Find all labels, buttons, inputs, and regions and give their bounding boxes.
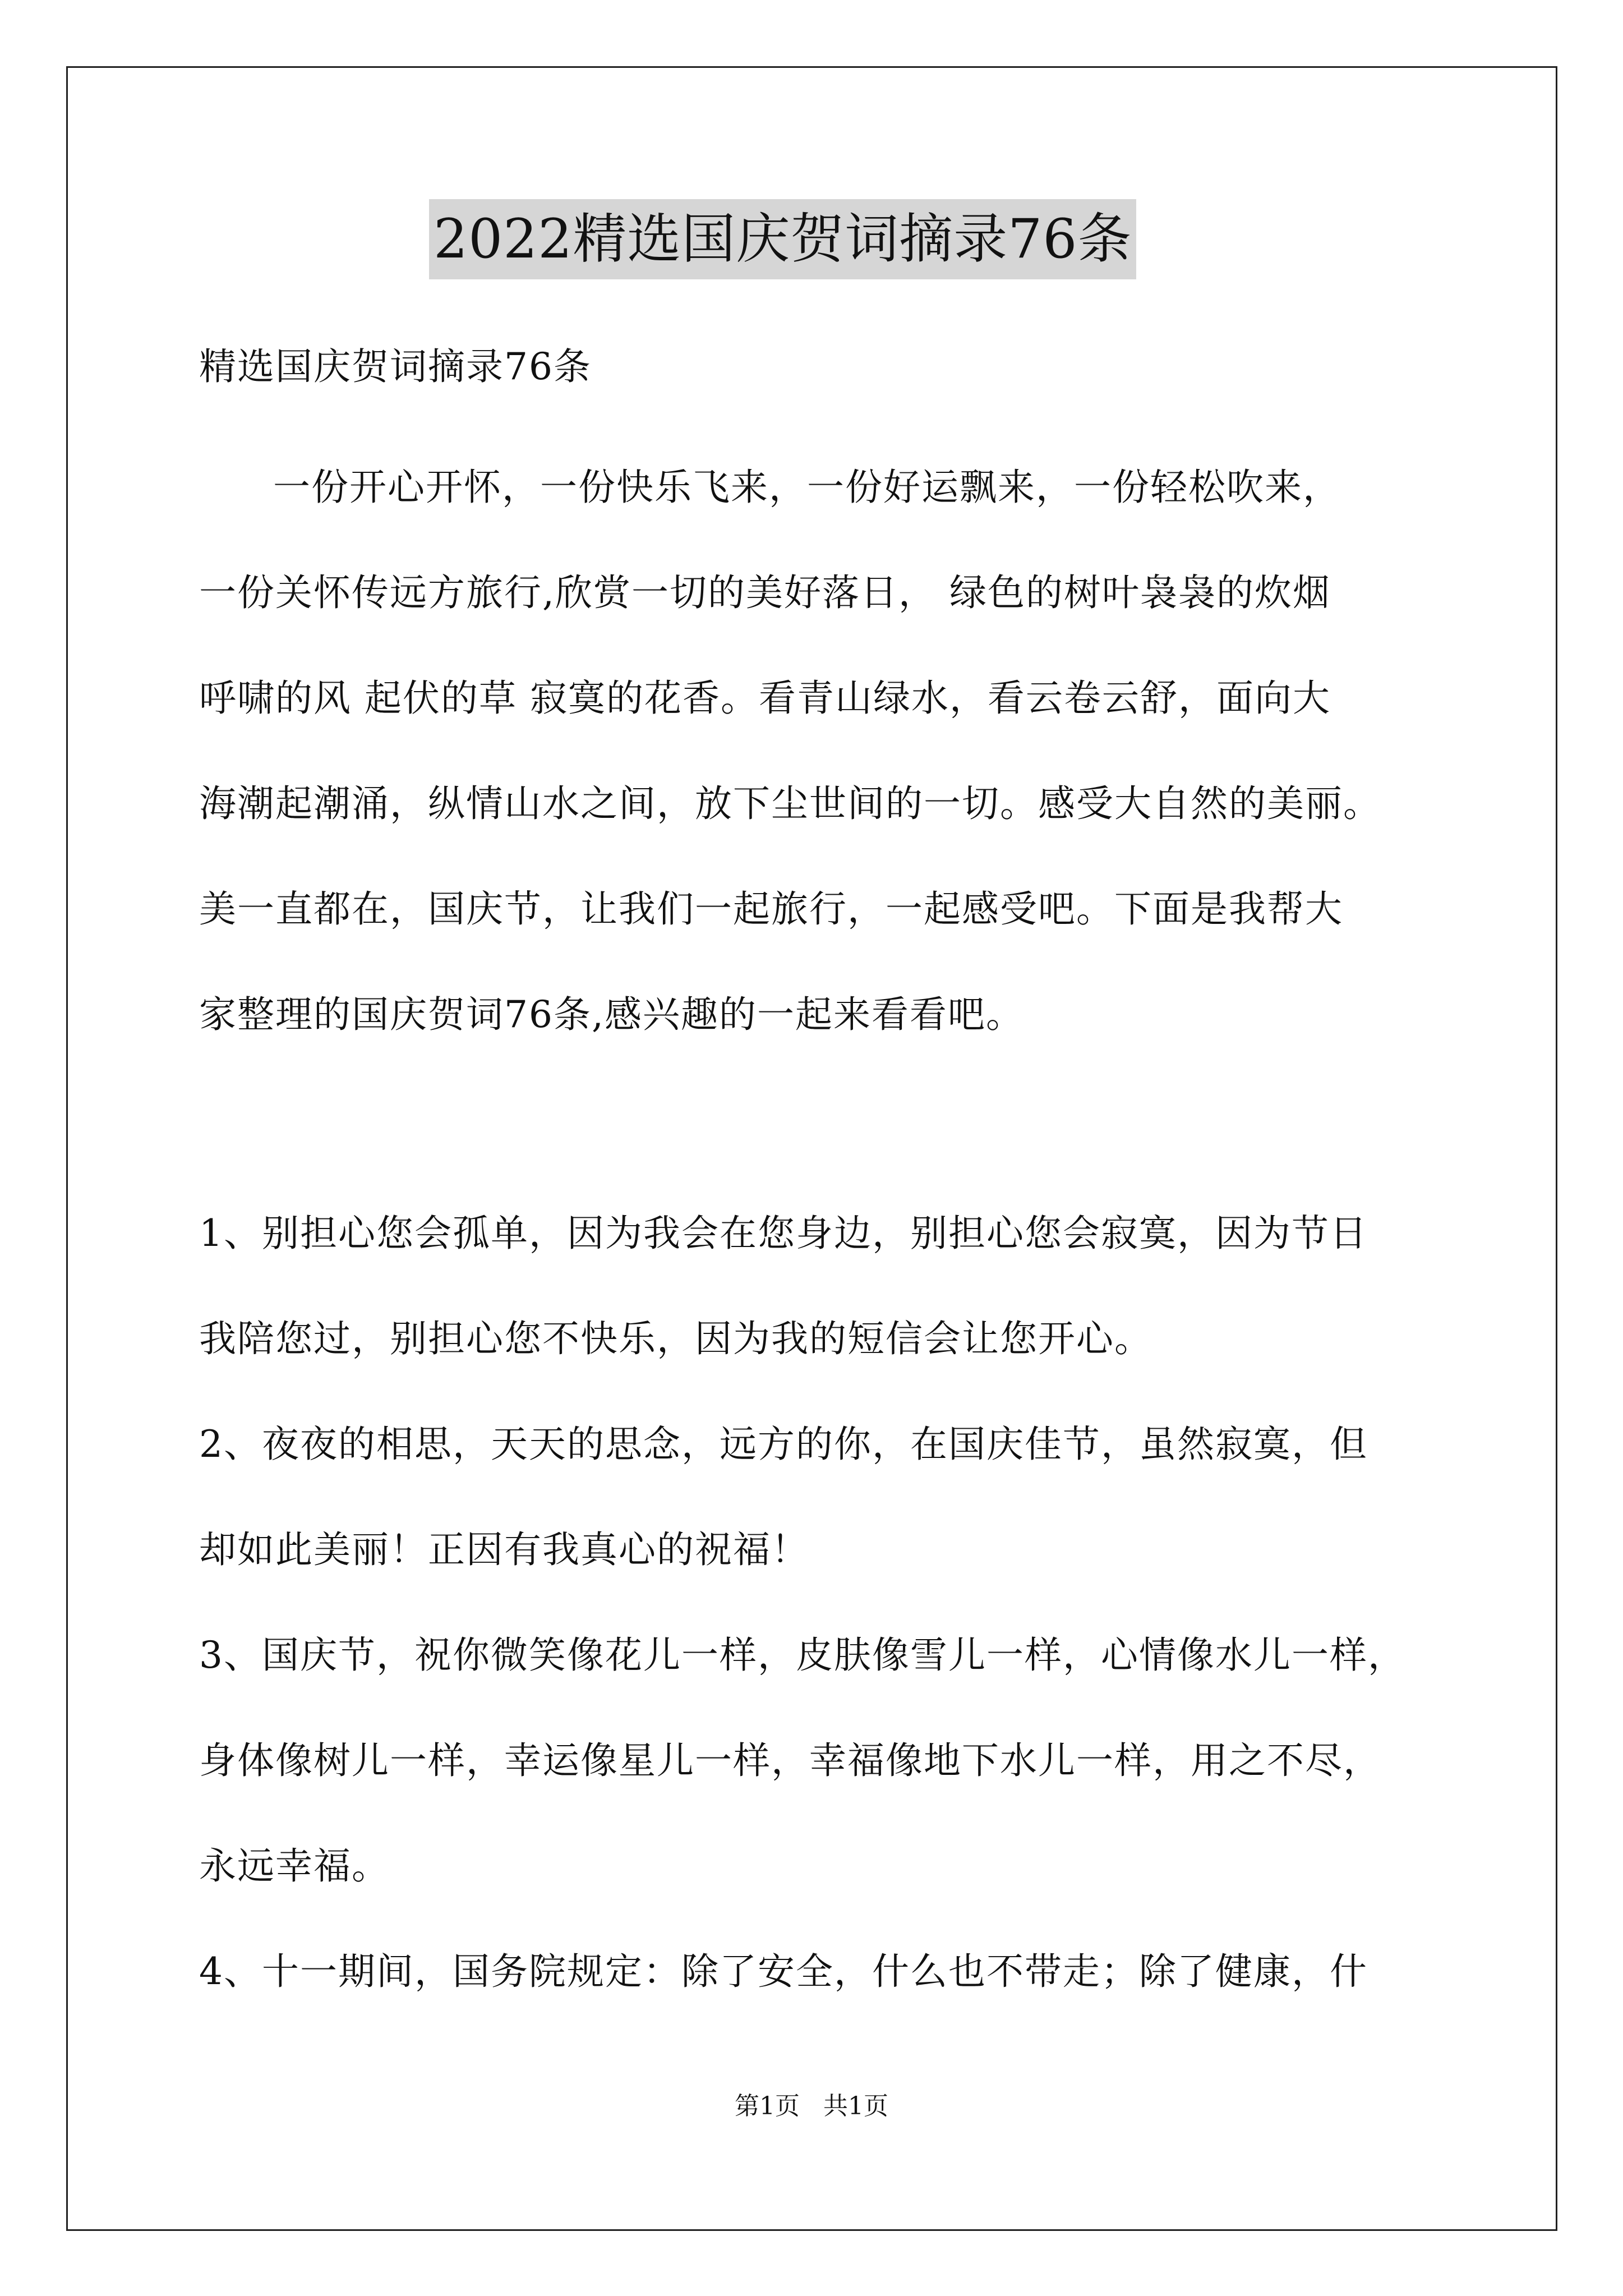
page-footer <box>0 2090 1623 2123</box>
subtitle: 精选国庆贺词摘录76条 <box>199 345 592 388</box>
intro-line: 一份关怀传远方旅行,欣赏一切的美好落日， 绿色的树叶袅袅的炊烟 <box>199 571 1331 614</box>
wishes-list <box>199 1181 1422 2024</box>
list-item-line: 却如此美丽！正因有我真心的祝福！ <box>199 1528 809 1571</box>
document-title: 2022精选国庆贺词摘录76条 <box>429 199 1136 279</box>
intro-paragraph <box>199 435 1422 1068</box>
list-item-line: 身体像树儿一样，幸运像星儿一样，幸福像地下水儿一样，用之不尽， <box>199 1739 1381 1782</box>
list-item-line: 4、十一期间，国务院规定：除了安全，什么也不带走；除了健康，什 <box>199 1950 1368 1993</box>
list-item-line: 2、夜夜的相思，天天的思念，远方的你，在国庆佳节，虽然寂寞，但 <box>199 1423 1368 1466</box>
list-item-line: 3、国庆节，祝你微笑像花儿一样，皮肤像雪儿一样，心情像水儿一样， <box>199 1634 1406 1677</box>
intro-line: 美一直都在，国庆节，让我们一起旅行，一起感受吧。下面是我帮大 <box>199 887 1343 931</box>
subtitle-block <box>199 314 1422 420</box>
intro-line: 一份开心开怀，一份快乐飞来，一份好运飘来，一份轻松吹来， <box>273 466 1341 509</box>
page-total: 共1页 <box>823 2092 888 2120</box>
intro-line: 海潮起潮涌，纵情山水之间，放下尘世间的一切。感受大自然的美丽。 <box>199 782 1381 825</box>
intro-line: 家整理的国庆贺词76条,感兴趣的一起来看看吧。 <box>199 993 1024 1036</box>
intro-line: 呼啸的风 起伏的草 寂寞的花香。看青山绿水，看云卷云舒，面向大 <box>199 677 1331 720</box>
list-item-line: 永远幸福。 <box>199 1844 390 1888</box>
list-item-line: 1、别担心您会孤单，因为我会在您身边，别担心您会寂寞，因为节日 <box>199 1212 1368 1255</box>
page-number: 第1页 <box>735 2092 800 2120</box>
list-item-line: 我陪您过，别担心您不快乐，因为我的短信会让您开心。 <box>199 1317 1152 1360</box>
